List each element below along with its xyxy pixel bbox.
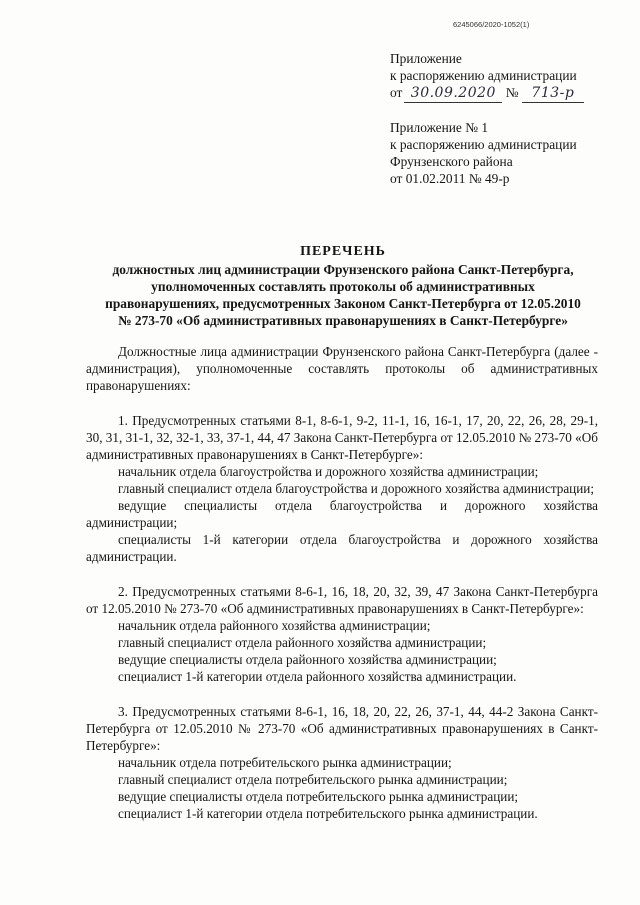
section-3-item: специалист 1-й категории отдела потребительского рынка администрации. bbox=[118, 806, 538, 821]
title-line-2: уполномоченных составлять протоколы об административных bbox=[151, 279, 535, 294]
appendix-current-number-sign: № bbox=[505, 85, 519, 100]
section-3 bbox=[86, 703, 598, 822]
title-line-1: должностных лиц администрации Фрунзенского района Санкт-Петербурга, bbox=[112, 262, 574, 277]
section-3-heading: 3. Предусмотренных статьями 8-6-1, 16, 18, 20, 22, 26, 37-1, 44, 44-2 Закона Санкт-Петербурга от 12.05.2010 № 273-70 «Об административных правонарушениях в Санкт-Петербурге»: bbox=[86, 704, 598, 753]
section-3-item: начальник отдела потребительского рынка администрации; bbox=[118, 755, 452, 770]
title-line-4: № 273-70 «Об административных правонарушениях в Санкт-Петербурге» bbox=[118, 313, 568, 328]
section-2 bbox=[86, 583, 598, 685]
section-3-item: главный специалист отдела потребительского рынка администрации; bbox=[118, 772, 508, 787]
section-1 bbox=[86, 412, 598, 565]
appendix-original-line2: к распоряжению администрации bbox=[390, 137, 577, 152]
appendix-current bbox=[390, 50, 584, 103]
title-line-3: правонарушениях, предусмотренных Законом Санкт-Петербурга от 12.05.2010 bbox=[105, 296, 581, 311]
document-title bbox=[88, 243, 598, 329]
section-1-item: главный специалист отдела благоустройства и дорожного хозяйства администрации; bbox=[118, 481, 595, 496]
section-3-item: ведущие специалисты отдела потребительского рынка администрации; bbox=[118, 789, 519, 804]
appendix-original bbox=[390, 119, 577, 187]
handwritten-number: 713-р bbox=[522, 85, 584, 103]
section-2-item: начальник отдела районного хозяйства администрации; bbox=[118, 618, 431, 633]
section-2-item: ведущие специалисты отдела районного хозяйства администрации; bbox=[118, 652, 497, 667]
section-2-heading: 2. Предусмотренных статьями 8-6-1, 16, 18, 20, 32, 39, 47 Закона Санкт-Петербурга от 12.05.2010 № 273-70 «Об административных правонарушениях в Санкт-Петербурге»: bbox=[86, 584, 598, 616]
section-1-item: ведущие специалисты отдела благоустройства и дорожного хозяйства администрации; bbox=[86, 498, 598, 530]
appendix-original-line1: Приложение № 1 bbox=[390, 120, 489, 135]
document-body bbox=[86, 343, 598, 822]
appendix-original-line4: от 01.02.2011 № 49-р bbox=[390, 171, 510, 186]
appendix-current-line1: Приложение bbox=[390, 51, 462, 66]
section-1-item: начальник отдела благоустройства и дорожного хозяйства администрации; bbox=[118, 464, 539, 479]
document-id: 6245066/2020-1052(1) bbox=[453, 20, 530, 29]
appendix-current-line2: к распоряжению администрации bbox=[390, 68, 577, 83]
section-2-item: главный специалист отдела районного хозяйства администрации; bbox=[118, 635, 487, 650]
handwritten-date: 30.09.2020 bbox=[404, 85, 502, 103]
title-heading: ПЕРЕЧЕНЬ bbox=[300, 244, 386, 259]
appendix-current-date-line bbox=[390, 84, 584, 103]
section-1-item: специалисты 1-й категории отдела благоустройства и дорожного хозяйства администрации. bbox=[86, 532, 598, 564]
appendix-current-prefix: от bbox=[390, 85, 403, 100]
intro-paragraph: Должностные лица администрации Фрунзенского района Санкт-Петербурга (далее - администрация), уполномоченные составлять протоколы об административных правонарушениях: bbox=[86, 344, 598, 393]
section-1-heading: 1. Предусмотренных статьями 8-1, 8-6-1, 9-2, 11-1, 16, 16-1, 17, 20, 22, 26, 28, 29-1, 30, 31, 31-1, 32, 32-1, 33, 37-1, 44, 47 Закона Санкт-Петербурга от 12.05.2010 № 273-70 «Об административных правонарушениях в Санкт-Петербурге»: bbox=[86, 413, 598, 462]
section-2-item: специалист 1-й категории отдела районного хозяйства администрации. bbox=[118, 669, 517, 684]
appendix-original-line3: Фрунзенского района bbox=[390, 154, 513, 169]
